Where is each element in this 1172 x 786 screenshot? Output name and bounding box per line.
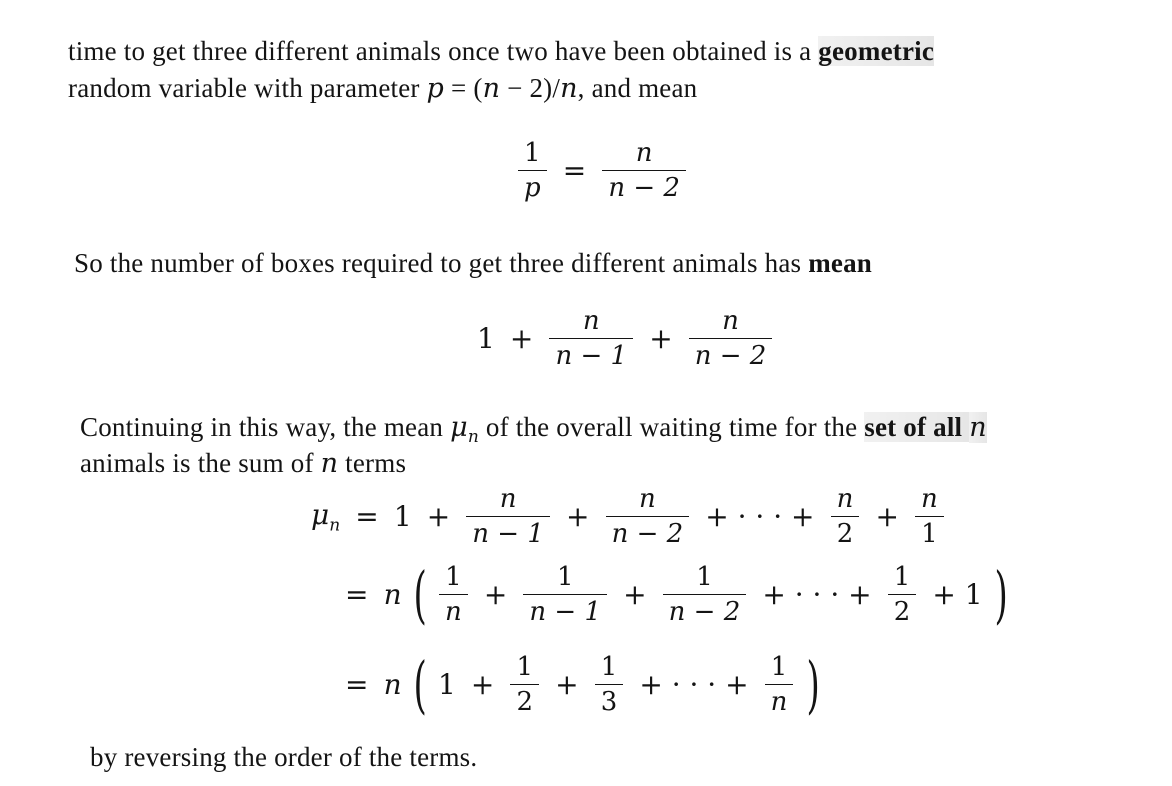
text-run: by reversing the order of the terms. — [90, 742, 478, 772]
numerator: n — [499, 484, 517, 514]
constant-one: 1 — [393, 500, 412, 533]
left-paren: ( — [413, 557, 427, 631]
paragraph-1-line-1 — [68, 34, 934, 68]
equation-3-row-1 — [306, 482, 950, 551]
denominator: n − 2 — [668, 597, 741, 627]
numerator: n — [635, 138, 653, 168]
constant-one: 1 — [477, 322, 495, 355]
denominator: n − 2 — [611, 519, 684, 549]
numerator: n — [722, 306, 739, 336]
numerator: n — [582, 306, 600, 336]
plus-sign: + — [509, 322, 534, 355]
paragraph-2 — [74, 246, 872, 280]
math-subscript-n: n — [467, 427, 479, 448]
math-var-n: n — [383, 668, 402, 701]
fraction-1-over-p — [518, 136, 547, 205]
text-run: random variable with parameter — [68, 73, 427, 103]
equation-1 — [512, 136, 692, 205]
fraction — [888, 560, 917, 629]
constant-one: 1 — [438, 668, 456, 701]
numerator: 1 — [663, 560, 747, 595]
equation-3-row-2 — [340, 557, 1009, 631]
fraction — [831, 482, 860, 551]
text-run: So the number of boxes required to get three different animals has — [74, 248, 809, 278]
numerator: 1 — [510, 650, 539, 685]
fraction — [663, 560, 747, 629]
plus-sign: + — [426, 500, 451, 533]
math-run: = ( — [444, 73, 483, 103]
plus-sign: + — [483, 578, 508, 611]
numerator: n — [638, 484, 656, 514]
right-paren: ) — [805, 647, 820, 721]
left-paren: ( — [413, 647, 427, 721]
denominator: 2 — [516, 687, 534, 717]
fraction — [606, 482, 690, 551]
text-run: time to get three different animals once two have been obtained is a — [68, 36, 819, 66]
math-var-n: n — [383, 578, 402, 611]
numerator: 1 — [765, 650, 794, 685]
numerator: 1 — [523, 560, 607, 595]
paragraph-1-line-2 — [68, 71, 697, 106]
fraction — [523, 560, 607, 629]
equation-2 — [472, 304, 778, 373]
equals-sign: = — [355, 500, 379, 533]
paragraph-4 — [90, 740, 477, 774]
numerator: 1 — [888, 560, 917, 595]
denominator: n − 1 — [472, 519, 544, 549]
math-var-n: n — [482, 73, 501, 104]
plus-sign: + — [566, 500, 590, 533]
denominator: n − 1 — [555, 341, 628, 371]
text-run-emphasis: mean — [808, 248, 872, 278]
paragraph-3-line-2 — [80, 446, 406, 481]
text-run: terms — [338, 448, 407, 478]
math-var-mu: μ — [450, 412, 468, 443]
denominator: 2 — [836, 519, 854, 549]
text-run-emphasis: geometric — [818, 36, 935, 66]
fraction — [765, 650, 794, 719]
equals-sign: = — [345, 668, 369, 701]
denominator: n — [445, 597, 462, 627]
denominator: n − 2 — [608, 173, 680, 203]
numerator: 1 — [518, 136, 547, 171]
numerator: n — [836, 484, 854, 514]
math-var-p: p — [426, 73, 445, 104]
math-var-n: n — [560, 73, 578, 104]
ellipsis: + · · · + — [705, 500, 815, 533]
text-run: , and mean — [577, 73, 698, 103]
denominator: 2 — [893, 597, 911, 627]
numerator: 1 — [439, 560, 468, 595]
math-var-mu: μ — [311, 497, 330, 531]
fraction — [595, 650, 624, 719]
text-run-emphasis: set of all — [864, 412, 970, 442]
equals-sign: = — [562, 154, 587, 187]
denominator: 1 — [921, 519, 938, 549]
plus-sign: + — [555, 668, 579, 701]
denominator: n − 1 — [529, 597, 602, 627]
math-subscript-n: n — [329, 515, 341, 536]
fraction — [915, 482, 944, 551]
fraction — [466, 482, 550, 551]
plus-sign: + — [875, 500, 899, 533]
text-run: animals is the sum of — [80, 448, 321, 478]
fraction-n-over-n-minus-2 — [602, 136, 686, 205]
denominator: n — [770, 687, 788, 717]
plus-sign: + — [649, 322, 673, 355]
text-run: Continuing in this way, the mean — [80, 412, 451, 442]
math-var-n: n — [969, 412, 987, 443]
fraction-n-over-n-minus-1 — [549, 304, 633, 373]
fraction-n-over-n-minus-2 — [689, 304, 773, 373]
equals-sign: = — [345, 578, 369, 611]
plus-sign: + — [470, 668, 495, 701]
denominator: p — [524, 173, 541, 203]
plus-sign: + — [623, 578, 647, 611]
fraction — [439, 560, 468, 629]
math-run: − 2)/ — [500, 73, 561, 103]
numerator: n — [921, 484, 938, 514]
fraction — [510, 650, 539, 719]
ellipsis: + · · · + — [639, 668, 749, 701]
plus-one: + 1 — [932, 578, 983, 611]
right-paren: ) — [994, 557, 1008, 631]
numerator: 1 — [595, 650, 624, 685]
denominator: 3 — [600, 687, 618, 717]
text-run: of the overall waiting time for the — [478, 412, 865, 442]
denominator: n − 2 — [694, 341, 767, 371]
mu-n — [311, 498, 340, 536]
equation-3-row-3 — [340, 647, 821, 721]
ellipsis: + · · · + — [762, 578, 872, 611]
math-var-n: n — [320, 448, 339, 479]
